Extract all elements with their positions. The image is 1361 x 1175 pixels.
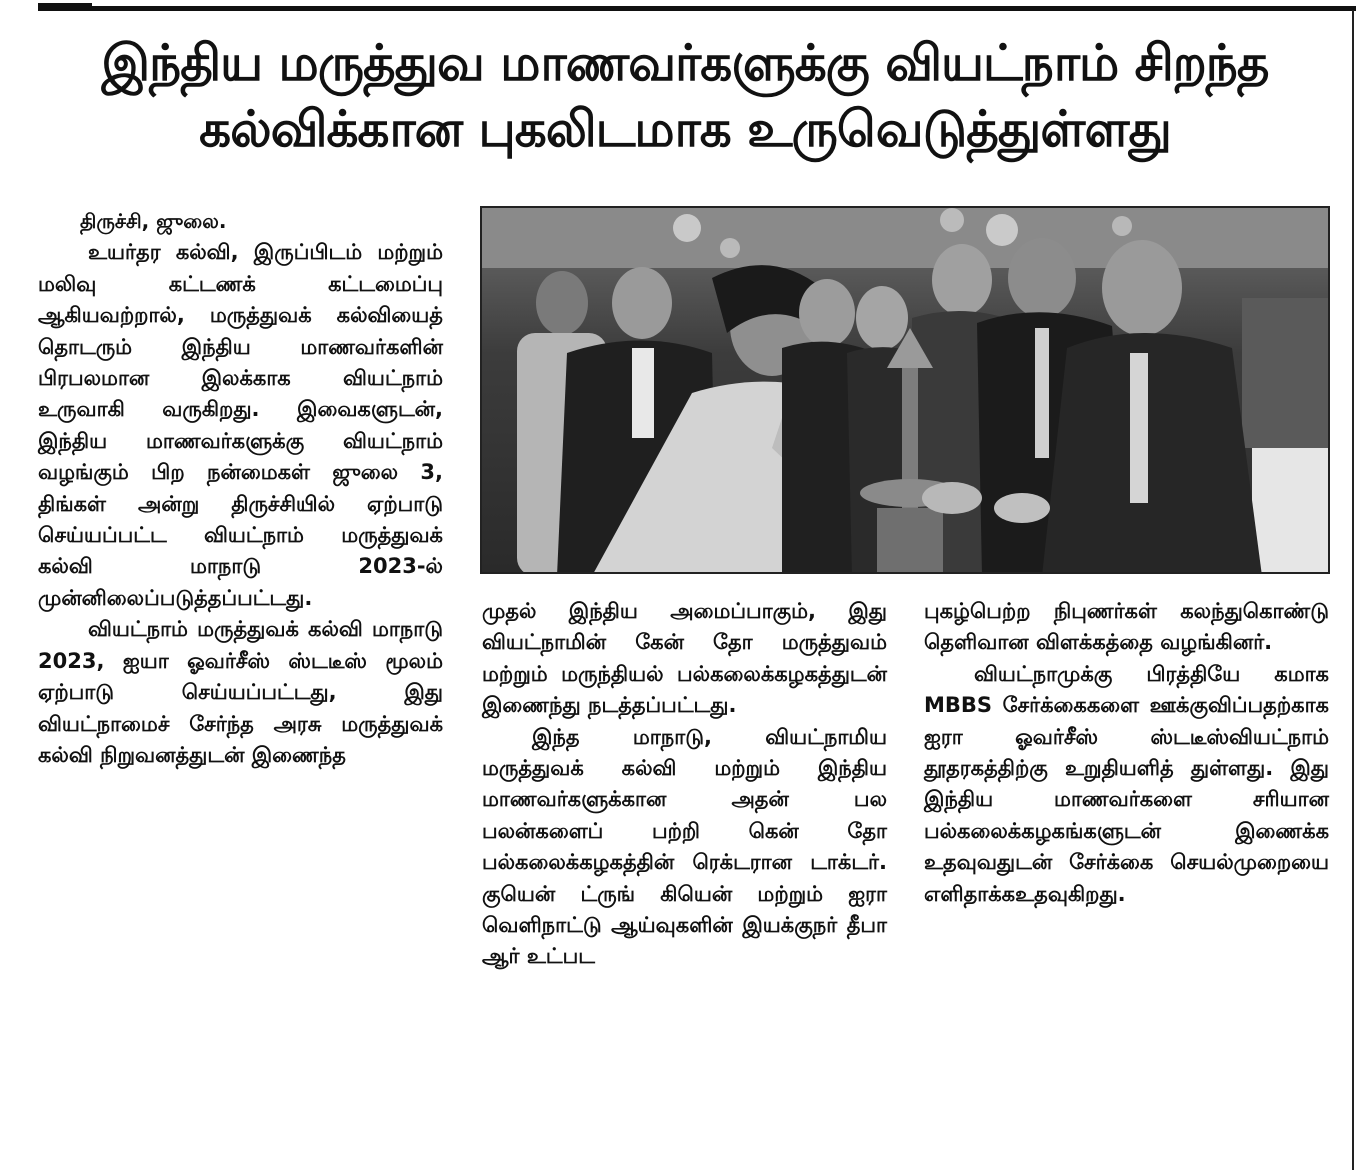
headline-line-1: இந்திய மருத்துவ மாணவர்களுக்கு வியட்நாம் சிறந்த bbox=[101, 34, 1269, 92]
column-rule-right bbox=[1352, 10, 1354, 1170]
article-paragraph: இந்த மாநாடு, வியட்நாமிய மருத்துவக் கல்வி மற்றும் இந்திய மாணவர்களுக்கான அதன் பல பலன்களைப் பற்றி கென் தோ பல்கலைக்கழகத்தின் ரெக்டரான டாக்டர். குயென் ட்ருங் கியென் மற்றும் ஐரா வெளிநாட்டு ஆய்வுகளின் இயக்குநர் தீபா ஆர் உட்பட bbox=[482, 724, 887, 969]
article-paragraph: வியட்நாமுக்கு பிரத்தியே கமாக MBBS சேர்க்கைகளை ஊக்குவிப்பதற்காக ஐரா ஓவர்சீஸ் ஸ்டடீஸ்வியட்நாம் தூதரகத்திற்கு உறுதியளித் துள்ளது. இது இந்திய மாணவர்களை சரியான பல்கலைக்கழகங்களுடன் இணைக்க உதவுவதுடன் சேர்க்கை செயல்முறையை எளிதாக்கஉதவுகிறது. bbox=[924, 661, 1329, 906]
article-paragraph: முதல் இந்திய அமைப்பாகும், இது வியட்நாமின் கேன் தோ மருத்துவம் மற்றும் மருந்தியல் பல்கலைக்கழகத்துடன் இணைந்து நடத்தப்பட்டது. bbox=[482, 599, 887, 718]
lamp-lighting-photo-illustration bbox=[482, 208, 1330, 574]
headline bbox=[40, 30, 1330, 162]
event-photo bbox=[480, 206, 1330, 574]
article-column-3 bbox=[924, 596, 1329, 910]
masthead-rule bbox=[38, 6, 1356, 11]
headline-line-2: கல்விக்கான புகலிடமாக உருவெடுத்துள்ளது bbox=[199, 100, 1171, 158]
article-paragraph: வியட்நாம் மருத்துவக் கல்வி மாநாடு 2023, ஐயா ஓவர்சீஸ் ஸ்டடீஸ் மூலம் ஏற்பாடு செய்யப்பட்டது, இது வியட்நாமைச் சேர்ந்த அரசு மருத்துவக் கல்வி நிறுவனத்துடன் இணைந்த bbox=[38, 617, 443, 767]
dateline: திருச்சி, ஜுலை. bbox=[80, 209, 227, 233]
article-paragraph: உயர்தர கல்வி, இருப்பிடம் மற்றும் மலிவு கட்டணக் கட்டமைப்பு ஆகியவற்றால், மருத்துவக் கல்வியைத் தொடரும் இந்திய மாணவர்களின் பிரபலமான இலக்காக வியட்நாம் உருவாகி வருகிறது. இவைகளுடன், இந்திய மாணவர்களுக்கு வியட்நாம் வழங்கும் பிற நன்மைகள் ஜுலை 3, திங்கள் அன்று திருச்சியில் ஏற்பாடு செய்யப்பட்ட வியட்நாம் மருத்துவக் கல்வி மாநாடு 2023-ல் முன்னிலைப்படுத்தப்பட்டது. bbox=[38, 240, 443, 610]
article-column-1 bbox=[38, 206, 443, 771]
article-column-2 bbox=[482, 596, 887, 973]
article-paragraph: புகழ்பெற்ற நிபுணர்கள் கலந்துகொண்டு தெளிவான விளக்கத்தை வழங்கினர். bbox=[924, 599, 1329, 655]
